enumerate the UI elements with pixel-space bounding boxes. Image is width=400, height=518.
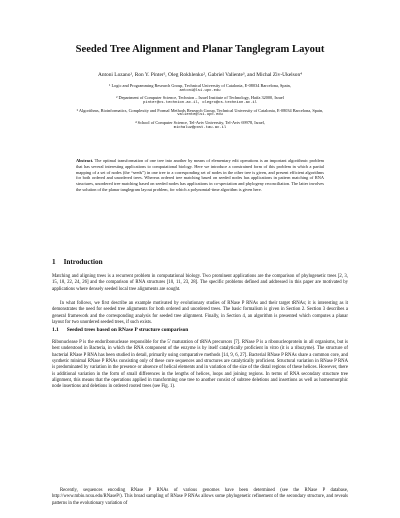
affiliation-4-text: ⁴ School of Computer Science, Tel-Aviv University, Tel-Aviv 69978, Israel, — [135, 120, 265, 126]
affiliation-4 — [56, 120, 344, 131]
affiliation-4-email: michaluz@post.tau.ac.il — [173, 125, 227, 130]
affiliation-1 — [56, 83, 344, 94]
affiliations — [56, 83, 344, 133]
section-heading-introduction — [52, 258, 348, 267]
affiliation-1-text: ¹ Logic and Programming Research Group, Technical University of Catalonia, E-08034 Barcelona, Spain, — [109, 83, 291, 88]
affiliation-3-email: valiente@lsi.upc.edu — [177, 113, 223, 118]
abstract-label: Abstract. — [76, 158, 94, 163]
abstract-text: The optimal transformation of one tree into another by means of elementary edit operations is an important algorithmic problem that has several interesting applications to computational biology. Here we introduce a constrained form of this problem in which a partial mapping of a set of nodes (the “seeds”) in one tree to a corresponding set of nodes in the other tree is given, and present efficient algorithms for both ordered and unordered trees. Whereas ordered tree matching based on seeded nodes has applications in pattern matching of RNA structures, unordered tree matching based on seeded nodes has applications in co-speciation and phylogeny reconciliation. The latter involves the solution of the planar tanglegram layout problem, for which a polynomial-time algorithm is given here. — [76, 158, 324, 192]
subsection-heading — [52, 327, 348, 334]
affiliation-1-email: antoni@lsi.upc.edu — [179, 88, 221, 93]
paper-title: Seeded Tree Alignment and Planar Tanglegram Layout — [75, 44, 325, 55]
author-list: Antoni Lozano¹, Ron Y. Pinter², Oleg Rokhlenko², Gabriel Valiente³, and Michal Ziv-Ukelson⁴ — [97, 72, 303, 78]
affiliation-3 — [56, 108, 344, 119]
subsection-number: 1.1 — [52, 327, 59, 333]
subsection-paragraph-2: Recently, sequences encoding RNase P RNAs of various genomes have been determined (see the RNase P database, http://www.mbio.ncsu.edu/RNaseP/). This broad sampling of RNase P RNAs allows some phylogenetic refinement of the secondary structure, and reveals patterns in the evolutionary variation of — [52, 488, 348, 506]
subsection-paragraph-1: Ribonuclease P is the endoribonuclease responsible for the 5′ maturation of tRNA precursors [7]. RNase P is a ribonucleoprotein in all organisms, but is best understood in Bacteria, in which the RNA component of the enzyme is by itself catalytically proficient in vitro (it is a ribozyme). The structure of bacterial RNase P RNA has been studied in detail, primarily using comparative methods [14, 9, 6, 27]. Bacterial RNase P RNAs share a common core, and synthetic minimal RNase P RNAs consisting only of these core sequences and structures are catalytically proficient. Structural variation in RNase P RNA is predominated by variation in the presence or absence of helical elements and in variation of the size of the distal regions of these helices. However, there is additional variation in the form of small differences in the lengths of helices, loops and joining regions. In terms of RNA secondary structure tree alignment, this means that the operations applied in transforming one tree to another consist of subtree deletions and insertions as well as homeomorphic node insertions and deletions in ordered rooted trees (see Fig. 1). — [52, 340, 348, 390]
affiliation-2-email: pinter@cs.technion.ac.il, olegro@cs.technion.ac.il — [143, 100, 257, 105]
affiliation-3-text: ³ Algorithms, Bioinformatics, Complexity and Formal Methods Research Group, Technical University of Catalonia, E-08034 Barcelona, Spain, — [76, 107, 324, 113]
subsection-title: Seeded trees based on RNase P structure comparison — [66, 327, 189, 333]
affiliation-2 — [56, 95, 344, 106]
intro-paragraph-2: In what follows, we first describe an example motivated by evolutionary studies of RNase P RNAs and their target tRNAs; it is interesting as it demonstrates the need for seeded tree alignments for both ordered and unordered trees. The basic formalism is given in Section 2. Section 3 describes a general framework and the corresponding analysis for seeded tree alignment. Finally, in Section 4, an algorithm is presented which computes a planar layout for two unordered seeded trees, if such exists. — [52, 301, 348, 326]
affiliation-2-text: ² Department of Computer Science, Technion – Israel Institute of Technology, Haifa 32000, Israel — [116, 95, 284, 101]
section-number: 1 — [52, 258, 56, 266]
section-title: Introduction — [63, 258, 103, 266]
abstract — [76, 158, 324, 193]
intro-paragraph-1: Matching and aligning trees is a recurrent problem in computational biology. Two prominent applications are the comparison of phylogenetic trees [2, 3, 15, 18, 22, 24, 26] and the comparison of RNA structures [10, 11, 23, 28]. The specific problems defined and addressed in this paper are motivated by applications where densely seeded local tree alignments are sought. — [52, 274, 348, 292]
